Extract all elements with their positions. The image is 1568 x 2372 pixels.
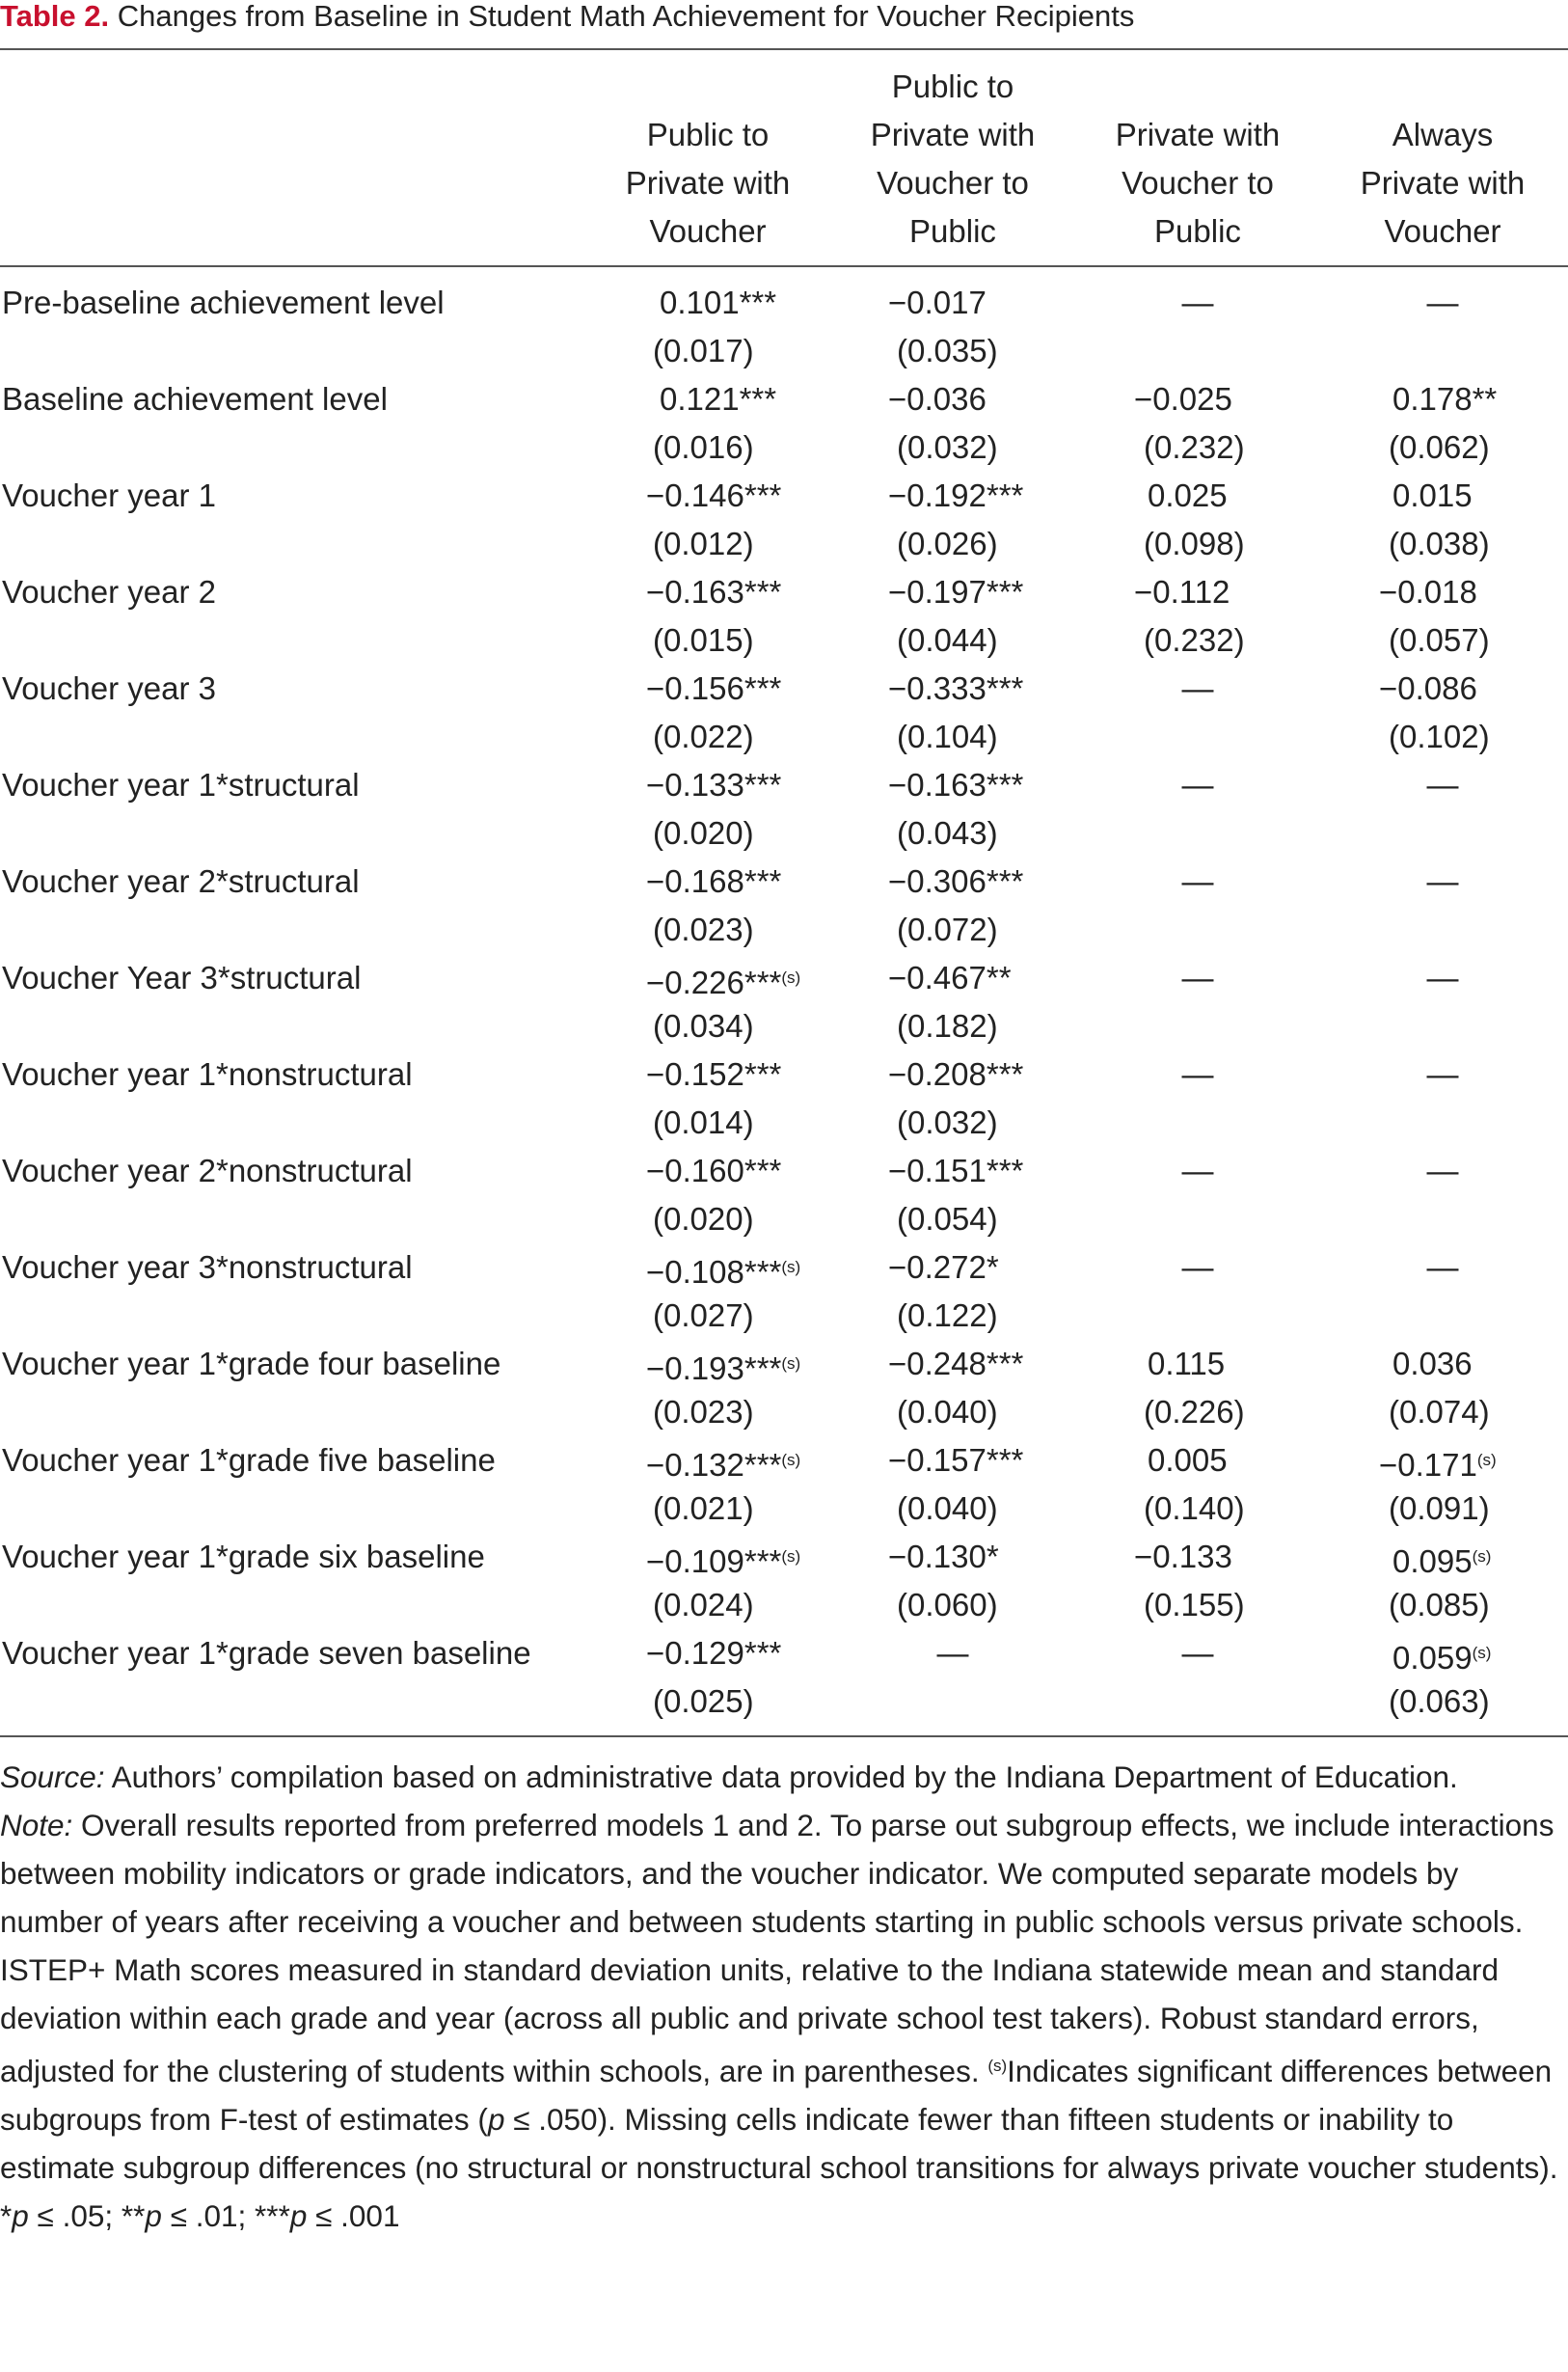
column-header-4: Always Private with Voucher (1360, 117, 1526, 249)
cell-estimate: −0.017 (888, 285, 987, 320)
cell-estimate: −0.129*** (646, 1635, 782, 1671)
cell-estimate: −0.109***$^{(s)}$ (646, 1543, 801, 1579)
significance-mark: (s) (781, 1547, 801, 1566)
cell-estimate: −0.333*** (888, 670, 1024, 706)
significance-mark: (s) (781, 1451, 801, 1469)
cell-standard-error: (0.040) (897, 1490, 998, 1526)
cell-standard-error: (0.072) (897, 912, 998, 947)
significance-mark: (s) (781, 968, 801, 987)
cell-standard-error: (0.017) (653, 333, 754, 368)
cell-estimate: 0.095$^{(s)}$ (1392, 1543, 1492, 1579)
cell-estimate: — (1426, 767, 1459, 803)
cell-standard-error: (0.024) (653, 1587, 754, 1622)
row-label: Voucher year 3*nonstructural (2, 1249, 413, 1285)
cell-estimate: −0.146*** (646, 477, 782, 513)
cell-standard-error: (0.035) (897, 333, 998, 368)
cell-estimate: — (1426, 1056, 1459, 1092)
cell-estimate: −0.160*** (646, 1153, 782, 1188)
cell-estimate: −0.467** (888, 960, 1012, 995)
cell-estimate: −0.025 (1134, 381, 1232, 417)
cell-estimate: — (1181, 863, 1214, 899)
row-label: Voucher year 1*grade five baseline (2, 1442, 496, 1478)
cell-estimate: 0.025 (1148, 477, 1228, 513)
cell-standard-error: (0.014) (653, 1104, 754, 1140)
cell-estimate: — (1181, 1249, 1214, 1285)
cell-standard-error: (0.054) (897, 1201, 998, 1237)
significance-note: *p ≤ .05; **p ≤ .01; ***p ≤ .001 (0, 2198, 400, 2233)
cell-estimate: −0.130* (888, 1539, 999, 1574)
cell-estimate: $-0.171^{(s)}$ (1379, 1447, 1497, 1483)
row-label: Voucher year 1*structural (2, 767, 360, 803)
cell-standard-error: (0.057) (1389, 622, 1490, 658)
cell-estimate: — (1426, 1153, 1459, 1188)
cell-estimate: −0.168*** (646, 863, 782, 899)
cell-estimate: −0.133 (1134, 1539, 1232, 1574)
row-label: Voucher Year 3*structural (2, 960, 362, 995)
cell-standard-error: (0.102) (1389, 719, 1490, 754)
cell-standard-error: (0.140) (1144, 1490, 1245, 1526)
cell-standard-error: (0.232) (1144, 622, 1245, 658)
row-label: Voucher year 1*grade six baseline (2, 1539, 485, 1574)
cell-standard-error: (0.098) (1144, 526, 1245, 561)
cell-estimate: — (1181, 960, 1214, 995)
cell-standard-error: (0.023) (653, 1394, 754, 1430)
cell-estimate: 0.015 (1392, 477, 1473, 513)
cell-estimate: — (1181, 1153, 1214, 1188)
cell-standard-error: (0.023) (653, 912, 754, 947)
cell-estimate: 0.059$^{(s)}$ (1392, 1640, 1492, 1676)
general-note: Note: Overall results reported from preferred models 1 and 2. To parse out subgroup effects, we include interactions between mobility indicators or grade indicators, and the voucher indicator. We computed separate models by number of years after receiving a voucher and between students starting in public schools versus private schools. ISTEP+ Math scores measured in standard deviation units, relative to the Indiana statewide mean and standard deviation within each grade and year (across all public and private school test takers). Robust standard errors, adjusted for the clustering of students within schools, are in parentheses. $^{(s)}$Indicates significant differences between subgroups from F-test of estimates (p ≤ .050). Missing cells indicate fewer than fifteen students or inability to estimate subgroup differences (no structural or nonstructural school transitions for always private voucher students). (0, 1808, 1558, 2185)
significance-mark: (s) (781, 1354, 801, 1373)
cell-standard-error: (0.074) (1389, 1394, 1490, 1430)
cell-estimate: — (1426, 1249, 1459, 1285)
cell-estimate: −0.133*** (646, 767, 782, 803)
cell-standard-error: (0.038) (1389, 526, 1490, 561)
cell-estimate: −0.036 (888, 381, 987, 417)
cell-estimate: −0.306*** (888, 863, 1024, 899)
cell-standard-error: (0.182) (897, 1008, 998, 1044)
table-number: Table 2. (0, 0, 110, 33)
cell-standard-error: (0.016) (653, 429, 754, 465)
cell-estimate: — (1181, 1635, 1214, 1671)
cell-standard-error: (0.104) (897, 719, 998, 754)
row-label: Voucher year 2 (2, 574, 216, 610)
cell-standard-error: (0.025) (653, 1683, 754, 1719)
cell-estimate: −0.163*** (888, 767, 1024, 803)
cell-estimate: −0.272* (888, 1249, 999, 1285)
cell-estimate: −0.086 (1379, 670, 1477, 706)
row-label: Voucher year 2*nonstructural (2, 1153, 413, 1188)
row-label: Pre-baseline achievement level (2, 285, 445, 320)
significance-mark: (s) (1472, 1644, 1492, 1662)
cell-estimate: 0.036 (1392, 1346, 1473, 1381)
column-header-2: Public to Private with Voucher to Public (870, 68, 1036, 249)
cell-estimate: −0.248*** (888, 1346, 1024, 1381)
table-title: Changes from Baseline in Student Math Achievement for Voucher Recipients (117, 0, 1135, 33)
row-label: Voucher year 1*nonstructural (2, 1056, 413, 1092)
cell-estimate: — (1426, 285, 1459, 320)
cell-estimate: 0.178** (1392, 381, 1498, 417)
cell-estimate: — (936, 1635, 969, 1671)
cell-standard-error: (0.155) (1144, 1587, 1245, 1622)
cell-estimate: — (1181, 767, 1214, 803)
significance-mark: (s) (1476, 1451, 1497, 1469)
cell-estimate: — (1426, 960, 1459, 995)
cell-estimate: −0.208*** (888, 1056, 1024, 1092)
significance-mark: (s) (1472, 1547, 1492, 1566)
cell-estimate: −0.157*** (888, 1442, 1024, 1478)
cell-estimate: −0.108***$^{(s)}$ (646, 1254, 801, 1290)
cell-estimate: 0.101*** (660, 285, 777, 320)
cell-standard-error: (0.062) (1389, 429, 1490, 465)
cell-estimate: 0.115 (1148, 1346, 1226, 1381)
cell-estimate: — (1181, 285, 1214, 320)
column-header-1: Public to Private with Voucher (625, 117, 791, 249)
cell-standard-error: (0.091) (1389, 1490, 1490, 1526)
cell-standard-error: (0.060) (897, 1587, 998, 1622)
cell-estimate: −0.152*** (646, 1056, 782, 1092)
cell-standard-error: (0.085) (1389, 1587, 1490, 1622)
cell-estimate: — (1181, 1056, 1214, 1092)
cell-estimate: −0.151*** (888, 1153, 1024, 1188)
cell-estimate: −0.163*** (646, 574, 782, 610)
cell-standard-error: (0.040) (897, 1394, 998, 1430)
row-label: Baseline achievement level (2, 381, 388, 417)
cell-standard-error: (0.020) (653, 1201, 754, 1237)
cell-standard-error: (0.122) (897, 1297, 998, 1333)
cell-standard-error: (0.021) (653, 1490, 754, 1526)
source-note: Source: Authors’ compilation based on administrative data provided by the Indiana Department of Education. (0, 1759, 1458, 1794)
significance-mark: (s) (781, 1258, 801, 1276)
cell-standard-error: (0.043) (897, 815, 998, 851)
row-label: Voucher year 1*grade seven baseline (2, 1635, 531, 1671)
cell-estimate: 0.005 (1148, 1442, 1228, 1478)
cell-estimate: — (1426, 863, 1459, 899)
table-caption (0, 0, 1568, 33)
row-label: Voucher year 3 (2, 670, 216, 706)
cell-estimate: −0.192*** (888, 477, 1024, 513)
cell-standard-error: (0.026) (897, 526, 998, 561)
cell-estimate: −0.132***$^{(s)}$ (646, 1447, 801, 1483)
cell-standard-error: (0.226) (1144, 1394, 1245, 1430)
cell-estimate: −0.226***$^{(s)}$ (646, 965, 801, 1000)
cell-standard-error: (0.027) (653, 1297, 754, 1333)
cell-standard-error: (0.034) (653, 1008, 754, 1044)
cell-estimate: 0.121*** (660, 381, 777, 417)
cell-estimate: −0.197*** (888, 574, 1024, 610)
row-label: Voucher year 1*grade four baseline (2, 1346, 501, 1381)
cell-standard-error: (0.022) (653, 719, 754, 754)
cell-standard-error: (0.232) (1144, 429, 1245, 465)
cell-estimate: — (1181, 670, 1214, 706)
column-header-3: Private with Voucher to Public (1115, 117, 1281, 249)
top-rule (0, 48, 1568, 50)
row-label: Voucher year 1 (2, 477, 216, 513)
cell-standard-error: (0.063) (1389, 1683, 1490, 1719)
header-rule (0, 265, 1568, 267)
cell-standard-error: (0.015) (653, 622, 754, 658)
table-notes (0, 1753, 1566, 2240)
cell-standard-error: (0.020) (653, 815, 754, 851)
cell-estimate: −0.156*** (646, 670, 782, 706)
cell-estimate: −0.193***$^{(s)}$ (646, 1350, 801, 1386)
row-label: Voucher year 2*structural (2, 863, 360, 899)
cell-standard-error: (0.032) (897, 1104, 998, 1140)
cell-estimate: −0.018 (1379, 574, 1477, 610)
bottom-rule (0, 1735, 1568, 1737)
cell-estimate: −0.112 (1134, 574, 1230, 610)
cell-standard-error: (0.044) (897, 622, 998, 658)
cell-standard-error: (0.032) (897, 429, 998, 465)
cell-standard-error: (0.012) (653, 526, 754, 561)
